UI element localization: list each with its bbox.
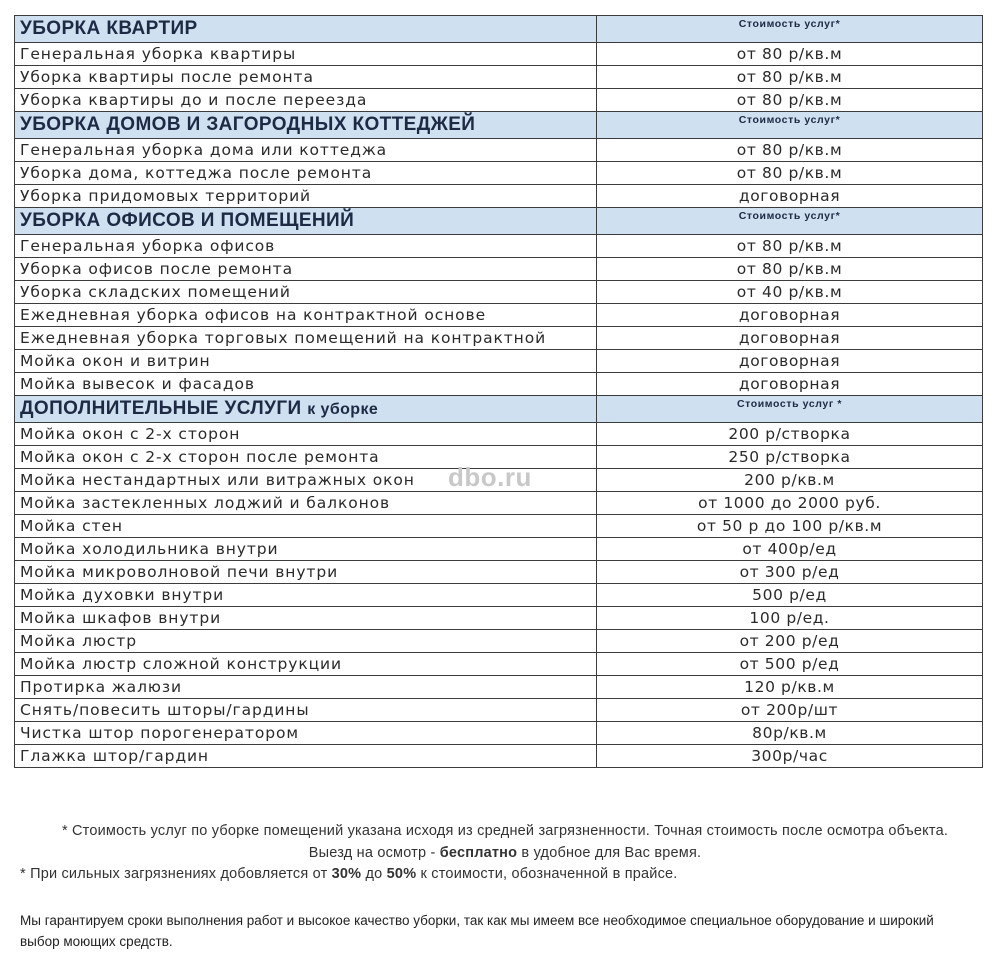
- service-name: Уборка офисов после ремонта: [15, 258, 597, 281]
- section-header: [15, 112, 983, 139]
- table-row: [15, 350, 983, 373]
- service-name: Мойка окон с 2-х сторон: [15, 423, 597, 446]
- service-price: договорная: [597, 304, 983, 327]
- service-name: Уборка складских помещений: [15, 281, 597, 304]
- table-row: [15, 66, 983, 89]
- section-title-suffix: к уборке: [307, 400, 379, 418]
- table-row: [15, 235, 983, 258]
- section-title: [15, 396, 597, 423]
- service-name: Уборка квартиры после ремонта: [15, 66, 597, 89]
- section-header: [15, 208, 983, 235]
- table-row: [15, 423, 983, 446]
- price-column-header: Стоимость услуг*: [597, 112, 983, 139]
- service-name: Мойка нестандартных или витражных окон: [15, 469, 597, 492]
- service-price: от 80 р/кв.м: [597, 139, 983, 162]
- table-row: [15, 538, 983, 561]
- price-table: [14, 15, 983, 768]
- footnote-surcharge-suffix: к стоимости, обозначенной в прайсе.: [416, 866, 678, 882]
- service-name: Мойка стен: [15, 515, 597, 538]
- section-title: [15, 16, 597, 43]
- footnote-surcharge-mid: до: [361, 866, 387, 882]
- service-name: Чистка штор порогенератором: [15, 722, 597, 745]
- service-name: Мойка люстр: [15, 630, 597, 653]
- price-column-header: Стоимость услуг*: [597, 16, 983, 43]
- service-name: Мойка застекленных лоджий и балконов: [15, 492, 597, 515]
- table-row: [15, 584, 983, 607]
- service-name: Генеральная уборка квартиры: [15, 43, 597, 66]
- service-price: от 400р/ед: [597, 538, 983, 561]
- service-name: Глажка штор/гардин: [15, 745, 597, 768]
- service-price: 200 р/створка: [597, 423, 983, 446]
- service-price: от 80 р/кв.м: [597, 66, 983, 89]
- service-name: Протирка жалюзи: [15, 676, 597, 699]
- service-price: договорная: [597, 185, 983, 208]
- service-name: Мойка духовки внутри: [15, 584, 597, 607]
- footnote-pricing-text: * Стоимость услуг по уборке помещений указана исходя из средней загрязненности. Точная стоимость после осмотра объекта. Выезд на осмотр -: [61, 823, 949, 861]
- service-price: от 500 р/ед: [597, 653, 983, 676]
- service-name: Мойка окон с 2-х сторон после ремонта: [15, 446, 597, 469]
- section-title-text: УБОРКА ОФИСОВ И ПОМЕЩЕНИЙ: [20, 210, 355, 231]
- service-price: от 200 р/ед: [597, 630, 983, 653]
- service-name: Мойка микроволновой печи внутри: [15, 561, 597, 584]
- service-name: Уборка дома, коттеджа после ремонта: [15, 162, 597, 185]
- service-price: 250 р/створка: [597, 446, 983, 469]
- section-title-text: ДОПОЛНИТЕЛЬНЫЕ УСЛУГИ: [20, 397, 302, 419]
- table-row: [15, 515, 983, 538]
- section-header: [15, 16, 983, 43]
- surcharge-max: 50%: [386, 866, 417, 882]
- service-price: от 1000 до 2000 руб.: [597, 492, 983, 515]
- surcharge-min: 30%: [331, 866, 362, 882]
- service-name: Снять/повесить шторы/гардины: [15, 699, 597, 722]
- section-title-text: УБОРКА КВАРТИР: [20, 18, 198, 39]
- service-price: договорная: [597, 350, 983, 373]
- service-price: от 80 р/кв.м: [597, 258, 983, 281]
- section-title-text: УБОРКА ДОМОВ И ЗАГОРОДНЫХ КОТТЕДЖЕЙ: [20, 114, 476, 135]
- service-price: от 50 р до 100 р/кв.м: [597, 515, 983, 538]
- guarantee-text: Мы гарантируем сроки выполнения работ и высокое качество уборки, так как мы имеем все необходимое специальное оборудование и широкий выбор моющих средств.: [20, 913, 934, 949]
- table-row: [15, 373, 983, 396]
- service-price: от 80 р/кв.м: [597, 235, 983, 258]
- service-price: договорная: [597, 327, 983, 350]
- table-row: [15, 162, 983, 185]
- service-name: Уборка придомовых территорий: [15, 185, 597, 208]
- table-row: [15, 630, 983, 653]
- service-price: от 40 р/кв.м: [597, 281, 983, 304]
- footnote-pricing: [40, 820, 970, 864]
- service-name: Ежедневная уборка торговых помещений на контрактной: [15, 327, 597, 350]
- service-price: договорная: [597, 373, 983, 396]
- table-row: [15, 185, 983, 208]
- table-row: [15, 722, 983, 745]
- table-row: [15, 304, 983, 327]
- table-row: [15, 281, 983, 304]
- table-row: [15, 676, 983, 699]
- table-row: [15, 492, 983, 515]
- footnote-pricing-suffix: в удобное для Вас время.: [517, 845, 702, 861]
- table-row: [15, 607, 983, 630]
- service-price: от 200р/шт: [597, 699, 983, 722]
- table-row: [15, 139, 983, 162]
- service-name: Мойка холодильника внутри: [15, 538, 597, 561]
- service-price: 100 р/ед.: [597, 607, 983, 630]
- service-price: от 80 р/кв.м: [597, 162, 983, 185]
- price-column-header: Стоимость услуг*: [597, 208, 983, 235]
- table-row: [15, 43, 983, 66]
- service-name: Генеральная уборка офисов: [15, 235, 597, 258]
- footnote-surcharge: [20, 866, 678, 882]
- table-row: [15, 89, 983, 112]
- service-price: 500 р/ед: [597, 584, 983, 607]
- table-row: [15, 745, 983, 768]
- table-row: [15, 699, 983, 722]
- service-price: от 80 р/кв.м: [597, 43, 983, 66]
- table-row: [15, 327, 983, 350]
- price-table-body: [15, 16, 983, 768]
- section-title: [15, 208, 597, 235]
- service-name: Ежедневная уборка офисов на контрактной основе: [15, 304, 597, 327]
- service-name: Мойка шкафов внутри: [15, 607, 597, 630]
- service-price: 120 р/кв.м: [597, 676, 983, 699]
- table-row: [15, 653, 983, 676]
- table-row: [15, 258, 983, 281]
- service-price: 300р/час: [597, 745, 983, 768]
- service-name: Генеральная уборка дома или коттеджа: [15, 139, 597, 162]
- service-price: 80р/кв.м: [597, 722, 983, 745]
- service-price: от 300 р/ед: [597, 561, 983, 584]
- section-header: [15, 396, 983, 423]
- service-name: Уборка квартиры до и после переезда: [15, 89, 597, 112]
- service-name: Мойка люстр сложной конструкции: [15, 653, 597, 676]
- footnote-surcharge-text: * При сильных загрязнениях добовляется от: [20, 866, 332, 882]
- table-row: [15, 561, 983, 584]
- service-price: от 80 р/кв.м: [597, 89, 983, 112]
- service-price: 200 р/кв.м: [597, 469, 983, 492]
- price-column-header: Стоимость услуг *: [597, 396, 983, 423]
- footnote-free-highlight: бесплатно: [439, 845, 518, 861]
- service-name: Мойка окон и витрин: [15, 350, 597, 373]
- watermark: dbo.ru: [448, 462, 532, 492]
- service-name: Мойка вывесок и фасадов: [15, 373, 597, 396]
- section-title: [15, 112, 597, 139]
